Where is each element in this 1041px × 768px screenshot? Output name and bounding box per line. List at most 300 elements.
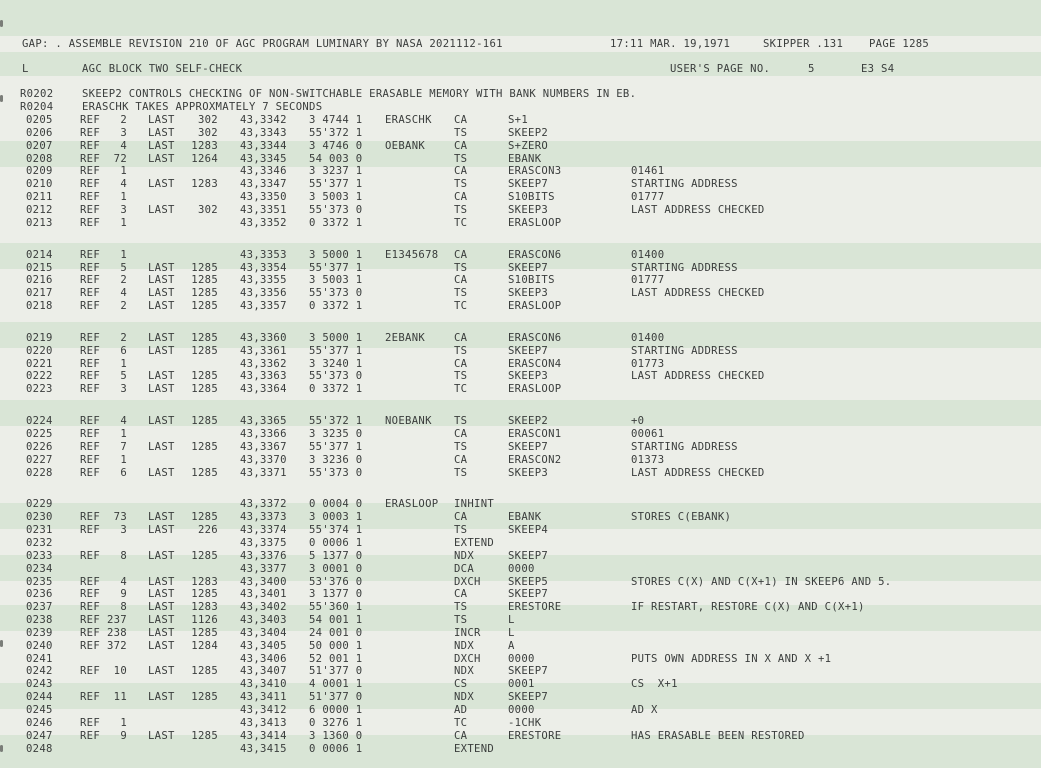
row-code: 4 0001 1 (309, 678, 363, 691)
row-operand: SKEEP7 (508, 344, 549, 357)
row-op: TC (454, 300, 468, 313)
row-code: 3 4746 0 (309, 139, 363, 152)
row-addr: 43,3367 (240, 440, 287, 453)
row-op: DXCH (454, 575, 481, 588)
row-op: TS (454, 178, 468, 191)
row-last: LAST (148, 261, 175, 274)
row-operand: SKEEP7 (508, 178, 549, 191)
row-lastn: 1285 (191, 370, 218, 383)
row-line: 0211 (26, 191, 53, 204)
row-code: 53'376 0 (309, 575, 363, 588)
row-line: 0205 (26, 114, 53, 126)
user-page-label: USER'S PAGE NO. (670, 63, 771, 75)
row-comment: CS X+1 (631, 678, 678, 691)
row-ref: REF (80, 428, 101, 440)
row-code: 3 3236 0 (309, 453, 363, 466)
row-refn: 4 (120, 575, 127, 588)
row-ref: REF (80, 261, 101, 274)
row-ref: REF (80, 588, 101, 601)
row-lastn: 1285 (191, 626, 218, 639)
row-lastn: 1283 (191, 601, 218, 614)
row-ref: REF (80, 274, 101, 287)
row-refn: 2 (120, 300, 127, 313)
row-line: 0233 (26, 549, 53, 562)
row-ref: REF (80, 216, 101, 229)
row-refn: 6 (120, 466, 127, 479)
row-refn: 3 (120, 203, 127, 216)
row-last: LAST (148, 331, 175, 344)
row-label: 2EBANK (385, 331, 426, 344)
row-line: 0228 (26, 466, 53, 479)
row-last: LAST (148, 415, 175, 428)
row-ref: REF (80, 716, 101, 729)
row-ref: REF (80, 139, 101, 152)
row-lastn: 226 (197, 524, 218, 537)
row-ref: REF (80, 331, 101, 344)
row-addr: 43,3412 (240, 704, 287, 716)
header-title: GAP: . ASSEMBLE REVISION 210 OF AGC PROGRAM LUMINARY BY NASA 2021112-161 (22, 38, 503, 50)
row-code: 55'377 1 (309, 261, 363, 274)
row-addr: 43,3374 (240, 524, 287, 537)
row-refn: 1 (120, 357, 127, 370)
row-op: CS (454, 678, 468, 691)
row-code: 55'377 1 (309, 344, 363, 357)
row-line: 0213 (26, 216, 53, 229)
row-line: 0244 (26, 691, 53, 704)
row-operand: S10BITS (508, 191, 555, 204)
row-refn: 237 (106, 614, 127, 627)
row-code: 55'374 1 (309, 524, 363, 537)
row-line: 0221 (26, 357, 53, 370)
row-operand: A (508, 639, 515, 652)
row-line: 0217 (26, 287, 53, 300)
row-addr: 43,3371 (240, 466, 287, 479)
row-operand: 0001 (508, 678, 535, 691)
row-operand: SKEEP5 (508, 575, 549, 588)
row-op: TS (454, 415, 468, 428)
row-ref: REF (80, 601, 101, 614)
row-operand: SKEEP3 (508, 287, 549, 300)
row-comment: STORES C(X) AND C(X+1) IN SKEEP6 AND 5. (631, 575, 892, 588)
row-ref: REF (80, 191, 101, 204)
row-last: LAST (148, 370, 175, 383)
row-line: 0232 (26, 536, 53, 549)
row-refn: 2 (120, 114, 127, 126)
row-lastn: 1285 (191, 440, 218, 453)
row-refn: 3 (120, 524, 127, 537)
row-lastn: 1285 (191, 729, 218, 742)
row-line: 0231 (26, 524, 53, 537)
row-lastn: 1285 (191, 665, 218, 678)
row-comment: STARTING ADDRESS (631, 178, 738, 191)
row-ref: REF (80, 248, 101, 261)
row-ref: REF (80, 178, 101, 191)
remark-line: R0202 (20, 88, 54, 100)
row-label: NOEBANK (385, 415, 432, 428)
row-code: 50 000 1 (309, 639, 363, 652)
row-op: CA (454, 248, 468, 261)
sprocket-mark (0, 640, 3, 647)
row-comment: 01777 (631, 274, 665, 287)
header-datetime: 17:11 MAR. 19,1971 (610, 38, 731, 50)
row-addr: 43,3405 (240, 639, 287, 652)
row-ref: REF (80, 415, 101, 428)
row-code: 52 001 1 (309, 652, 363, 665)
row-comment: +0 (631, 415, 645, 428)
sprocket-mark (0, 745, 3, 752)
row-addr: 43,3362 (240, 357, 287, 370)
row-operand: SKEEP3 (508, 370, 549, 383)
row-ref: REF (80, 466, 101, 479)
row-code: 55'372 1 (309, 126, 363, 139)
row-code: 3 5003 1 (309, 191, 363, 204)
user-page-number: 5 (808, 63, 815, 75)
row-code: 55'372 1 (309, 415, 363, 428)
row-op: CA (454, 331, 468, 344)
row-op: EXTEND (454, 742, 495, 755)
row-refn: 1 (120, 453, 127, 466)
row-addr: 43,3400 (240, 575, 287, 588)
row-addr: 43,3413 (240, 716, 287, 729)
row-label: OEBANK (385, 139, 426, 152)
row-refn: 1 (120, 165, 127, 178)
row-refn: 3 (120, 383, 127, 396)
row-line: 0229 (26, 498, 53, 511)
row-addr: 43,3352 (240, 216, 287, 229)
row-code: 3 1360 0 (309, 729, 363, 742)
row-last: LAST (148, 665, 175, 678)
row-label: ERASLOOP (385, 498, 439, 511)
row-operand: ERASLOOP (508, 216, 562, 229)
row-operand: 0000 (508, 562, 535, 575)
row-last: LAST (148, 639, 175, 652)
row-ref: REF (80, 383, 101, 396)
row-addr: 43,3406 (240, 652, 287, 665)
row-refn: 10 (113, 665, 127, 678)
header-page: PAGE 1285 (869, 38, 930, 50)
row-operand: ERASCON3 (508, 165, 562, 178)
row-operand: S+1 (508, 114, 529, 126)
row-comment: LAST ADDRESS CHECKED (631, 466, 765, 479)
row-refn: 4 (120, 139, 127, 152)
row-line: 0240 (26, 639, 53, 652)
row-line: 0222 (26, 370, 53, 383)
row-op: DCA (454, 562, 475, 575)
row-code: 55'373 0 (309, 466, 363, 479)
row-last: LAST (148, 344, 175, 357)
row-code: 3 5000 1 (309, 248, 363, 261)
row-last: LAST (148, 575, 175, 588)
row-lastn: 1285 (191, 549, 218, 562)
row-lastn: 1126 (191, 614, 218, 627)
row-operand: SKEEP4 (508, 524, 549, 537)
row-comment: IF RESTART, RESTORE C(X) AND C(X+1) (631, 601, 865, 614)
row-lastn: 1285 (191, 588, 218, 601)
row-operand: S10BITS (508, 274, 555, 287)
row-ref: REF (80, 344, 101, 357)
row-addr: 43,3350 (240, 191, 287, 204)
row-ref: REF (80, 300, 101, 313)
row-last: LAST (148, 511, 175, 524)
row-lastn: 1283 (191, 178, 218, 191)
row-last: LAST (148, 549, 175, 562)
row-line: 0218 (26, 300, 53, 313)
row-op: AD (454, 704, 468, 716)
row-comment: PUTS OWN ADDRESS IN X AND X +1 (631, 652, 832, 665)
subheader-code: E3 S4 (861, 63, 895, 75)
row-op: TS (454, 440, 468, 453)
row-op: CA (454, 114, 468, 126)
row-refn: 1 (120, 716, 127, 729)
row-lastn: 1264 (191, 152, 218, 165)
row-refn: 4 (120, 287, 127, 300)
row-refn: 2 (120, 331, 127, 344)
row-code: 0 3372 1 (309, 300, 363, 313)
row-last: LAST (148, 274, 175, 287)
row-op: TS (454, 601, 468, 614)
row-code: 55'377 1 (309, 178, 363, 191)
row-line: 0225 (26, 428, 53, 440)
row-last: LAST (148, 152, 175, 165)
row-ref: REF (80, 370, 101, 383)
row-lastn: 1285 (191, 691, 218, 704)
row-operand: SKEEP7 (508, 440, 549, 453)
row-operand: ERASCON6 (508, 248, 562, 261)
row-lastn: 1285 (191, 300, 218, 313)
row-ref: REF (80, 114, 101, 126)
row-code: 3 4744 1 (309, 114, 363, 126)
row-comment: STORES C(EBANK) (631, 511, 732, 524)
row-op: CA (454, 729, 468, 742)
row-line: 0242 (26, 665, 53, 678)
row-addr: 43,3355 (240, 274, 287, 287)
row-op: NDX (454, 691, 475, 704)
row-operand: ERASLOOP (508, 300, 562, 313)
row-code: 0 3276 1 (309, 716, 363, 729)
row-line: 0219 (26, 331, 53, 344)
row-code: 3 0003 1 (309, 511, 363, 524)
row-last: LAST (148, 300, 175, 313)
row-code: 3 3237 1 (309, 165, 363, 178)
row-last: LAST (148, 114, 175, 126)
row-ref: REF (80, 549, 101, 562)
row-comment: 01400 (631, 248, 665, 261)
row-op: CA (454, 453, 468, 466)
row-operand: L (508, 614, 515, 627)
row-last: LAST (148, 466, 175, 479)
row-operand: ERESTORE (508, 601, 562, 614)
row-addr: 43,3365 (240, 415, 287, 428)
row-op: TS (454, 287, 468, 300)
row-refn: 372 (106, 639, 127, 652)
row-line: 0209 (26, 165, 53, 178)
row-line: 0239 (26, 626, 53, 639)
row-addr: 43,3363 (240, 370, 287, 383)
row-line: 0241 (26, 652, 53, 665)
row-ref: REF (80, 165, 101, 178)
row-lastn: 1285 (191, 383, 218, 396)
row-refn: 1 (120, 191, 127, 204)
row-last: LAST (148, 524, 175, 537)
row-addr: 43,3375 (240, 536, 287, 549)
row-code: 54 001 1 (309, 614, 363, 627)
row-line: 0236 (26, 588, 53, 601)
row-op: CA (454, 139, 468, 152)
row-addr: 43,3357 (240, 300, 287, 313)
row-addr: 43,3366 (240, 428, 287, 440)
row-op: TS (454, 614, 468, 627)
row-operand: ERASCON2 (508, 453, 562, 466)
row-lastn: 1285 (191, 274, 218, 287)
row-code: 3 1377 0 (309, 588, 363, 601)
row-line: 0223 (26, 383, 53, 396)
row-op: TS (454, 370, 468, 383)
row-lastn: 302 (197, 203, 218, 216)
row-addr: 43,3356 (240, 287, 287, 300)
row-lastn: 1285 (191, 261, 218, 274)
row-ref: REF (80, 453, 101, 466)
row-op: CA (454, 588, 468, 601)
row-line: 0208 (26, 152, 53, 165)
row-ref: REF (80, 665, 101, 678)
row-operand: SKEEP7 (508, 261, 549, 274)
row-comment: 01773 (631, 357, 665, 370)
row-operand: SKEEP2 (508, 415, 549, 428)
row-addr: 43,3404 (240, 626, 287, 639)
row-last: LAST (148, 440, 175, 453)
row-refn: 9 (120, 729, 127, 742)
row-refn: 1 (120, 428, 127, 440)
row-addr: 43,3345 (240, 152, 287, 165)
row-refn: 4 (120, 415, 127, 428)
row-refn: 8 (120, 549, 127, 562)
row-code: 55'373 0 (309, 203, 363, 216)
row-refn: 8 (120, 601, 127, 614)
row-lastn: 1283 (191, 139, 218, 152)
row-code: 54 003 0 (309, 152, 363, 165)
row-line: 0227 (26, 453, 53, 466)
row-line: 0210 (26, 178, 53, 191)
row-refn: 2 (120, 274, 127, 287)
row-refn: 6 (120, 344, 127, 357)
row-line: 0234 (26, 562, 53, 575)
row-refn: 9 (120, 588, 127, 601)
row-addr: 43,3361 (240, 344, 287, 357)
row-line: 0206 (26, 126, 53, 139)
row-addr: 43,3402 (240, 601, 287, 614)
row-op: CA (454, 274, 468, 287)
row-ref: REF (80, 614, 101, 627)
row-operand: EBANK (508, 511, 542, 524)
row-operand: SKEEP3 (508, 203, 549, 216)
row-addr: 43,3415 (240, 742, 287, 755)
row-operand: SKEEP3 (508, 466, 549, 479)
row-op: DXCH (454, 652, 481, 665)
row-comment: 01461 (631, 165, 665, 178)
row-addr: 43,3342 (240, 114, 287, 126)
row-line: 0214 (26, 248, 53, 261)
row-addr: 43,3401 (240, 588, 287, 601)
row-line: 0237 (26, 601, 53, 614)
row-refn: 1 (120, 248, 127, 261)
row-ref: REF (80, 691, 101, 704)
row-addr: 43,3344 (240, 139, 287, 152)
row-addr: 43,3343 (240, 126, 287, 139)
row-last: LAST (148, 729, 175, 742)
row-last: LAST (148, 626, 175, 639)
row-refn: 72 (113, 152, 127, 165)
row-ref: REF (80, 639, 101, 652)
header-user: SKIPPER .131 (763, 38, 844, 50)
row-op: NDX (454, 639, 475, 652)
row-line: 0220 (26, 344, 53, 357)
row-operand: SKEEP7 (508, 665, 549, 678)
row-addr: 43,3354 (240, 261, 287, 274)
row-op: TC (454, 383, 468, 396)
row-line: 0207 (26, 139, 53, 152)
row-code: 0 3372 1 (309, 216, 363, 229)
row-op: TC (454, 716, 468, 729)
row-op: NDX (454, 549, 475, 562)
row-comment: LAST ADDRESS CHECKED (631, 203, 765, 216)
row-addr: 43,3376 (240, 549, 287, 562)
row-ref: REF (80, 626, 101, 639)
row-ref: REF (80, 575, 101, 588)
row-op: TS (454, 466, 468, 479)
row-lastn: 302 (197, 114, 218, 126)
row-lastn: 1285 (191, 466, 218, 479)
row-last: LAST (148, 588, 175, 601)
row-refn: 1 (120, 216, 127, 229)
subheader-marker: L (22, 63, 29, 75)
row-lastn: 302 (197, 126, 218, 139)
row-refn: 4 (120, 178, 127, 191)
sprocket-mark (0, 20, 3, 27)
row-line: 0243 (26, 678, 53, 691)
row-addr: 43,3346 (240, 165, 287, 178)
row-ref: REF (80, 203, 101, 216)
row-last: LAST (148, 139, 175, 152)
row-op: TS (454, 126, 468, 139)
row-refn: 11 (113, 691, 127, 704)
row-last: LAST (148, 178, 175, 191)
row-code: 5 1377 0 (309, 549, 363, 562)
row-last: LAST (148, 601, 175, 614)
row-line: 0245 (26, 704, 53, 716)
row-addr: 43,3410 (240, 678, 287, 691)
row-last: LAST (148, 126, 175, 139)
row-ref: REF (80, 287, 101, 300)
row-refn: 7 (120, 440, 127, 453)
row-operand: ERASCON1 (508, 428, 562, 440)
row-code: 51'377 0 (309, 665, 363, 678)
row-op: TS (454, 344, 468, 357)
row-code: 0 3372 1 (309, 383, 363, 396)
row-op: CA (454, 165, 468, 178)
row-addr: 43,3372 (240, 498, 287, 511)
row-op: INHINT (454, 498, 495, 511)
row-op: TC (454, 216, 468, 229)
row-lastn: 1285 (191, 287, 218, 300)
row-addr: 43,3403 (240, 614, 287, 627)
row-operand: 0000 (508, 704, 535, 716)
row-op: NDX (454, 665, 475, 678)
sprocket-mark (0, 95, 3, 102)
remark-text: ERASCHK TAKES APPROXMATELY 7 SECONDS (82, 101, 323, 113)
row-addr: 43,3411 (240, 691, 287, 704)
row-line: 0248 (26, 742, 53, 755)
row-op: TS (454, 261, 468, 274)
